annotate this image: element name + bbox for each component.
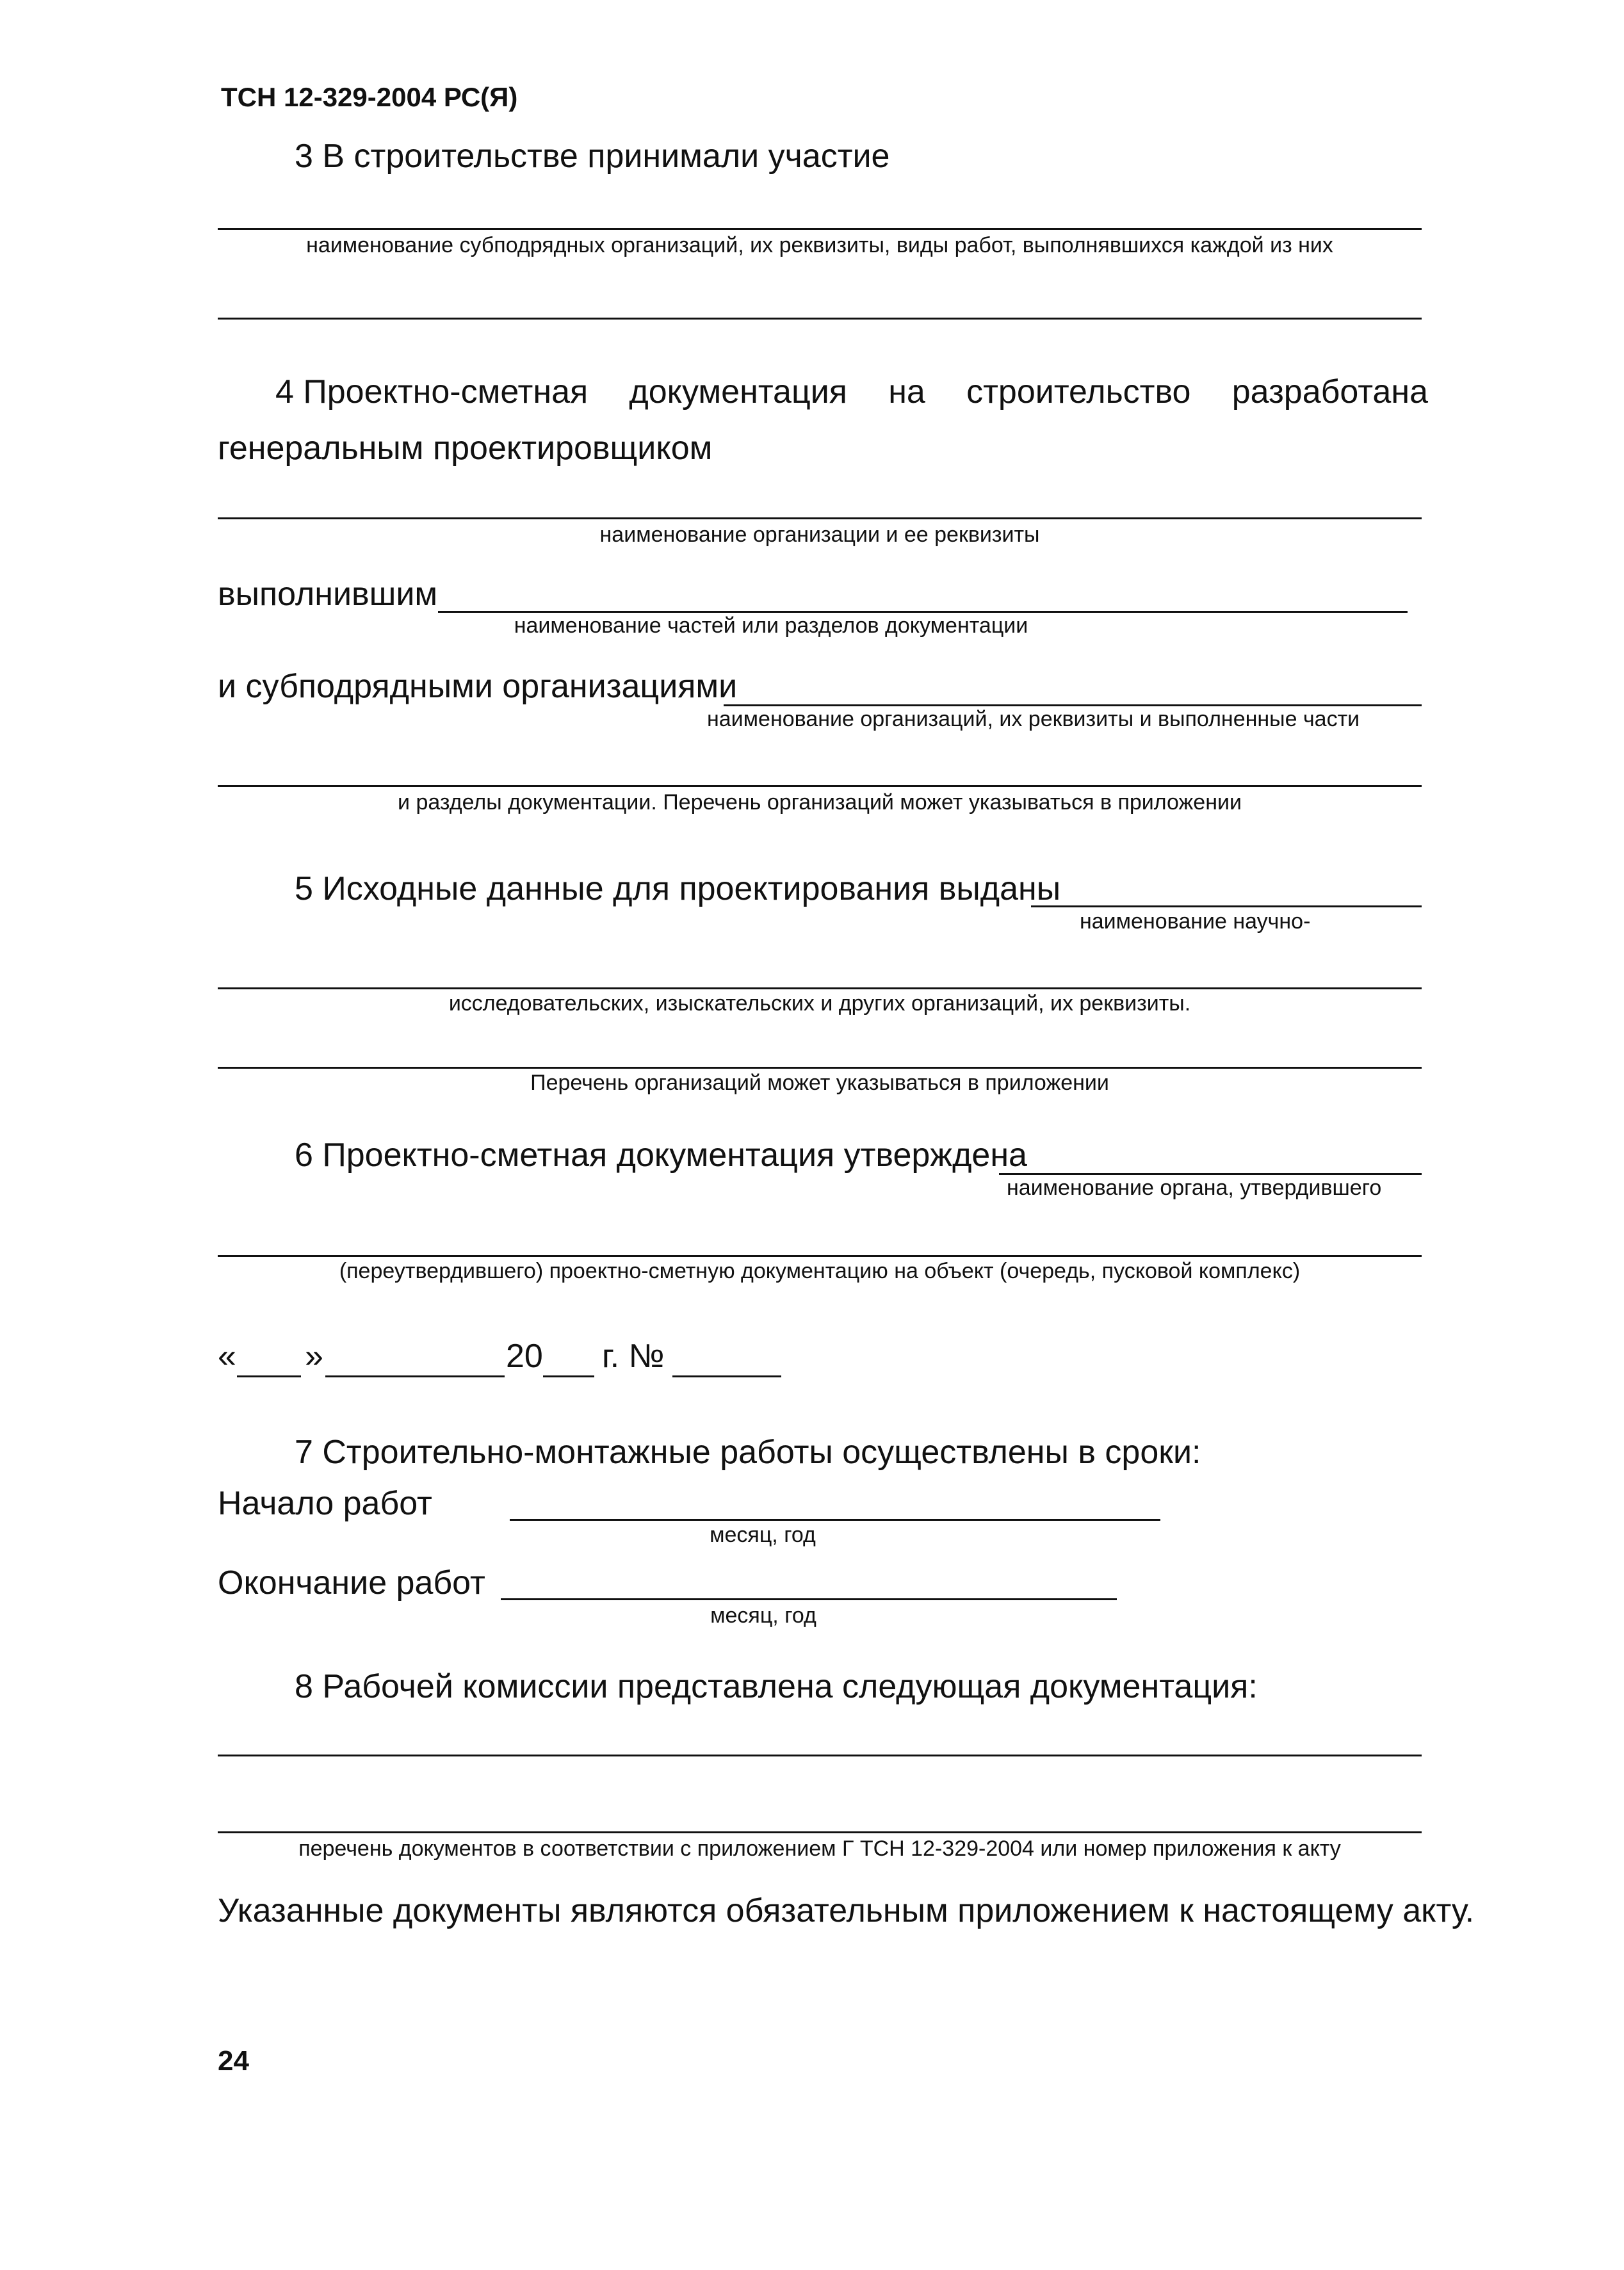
document-code: ТСН 12-329-2004 РС(Я)	[221, 82, 518, 112]
section-5-heading: 5 Исходные данные для проектирования выданы	[295, 870, 1061, 907]
section-4-line-2: генеральным проектировщиком	[218, 430, 713, 467]
source-data-caption-3: Перечень организаций может указываться в приложении	[530, 1071, 1109, 1095]
end-label: Окончание работ	[218, 1564, 485, 1601]
subcontractors-line-1[interactable]	[724, 704, 1422, 706]
section-6-heading: 6 Проектно-сметная документация утверждена	[295, 1137, 1027, 1174]
source-data-line-3[interactable]	[218, 1067, 1422, 1069]
executed-label: выполнившим	[218, 576, 438, 613]
section-8-heading: 8 Рабочей комиссии представлена следующая документация:	[295, 1668, 1258, 1705]
participants-line-1[interactable]	[218, 228, 1422, 230]
source-data-line-2[interactable]	[218, 987, 1422, 989]
section-4-word: 4 Проектно-сметная	[275, 373, 589, 410]
executed-parts-caption: наименование частей или разделов документации	[514, 613, 1028, 638]
participants-caption: наименование субподрядных организаций, их реквизиты, виды работ, выполнявшихся каждой из них	[306, 233, 1333, 257]
subcontractors-label: и субподрядными организациями	[218, 668, 738, 705]
date-year-prefix: 20	[506, 1338, 543, 1375]
source-data-caption-2: исследовательских, изыскательских и других организаций, их реквизиты.	[448, 991, 1191, 1016]
approval-caption-1: наименование органа, утвердившего	[1007, 1176, 1382, 1200]
start-label: Начало работ	[218, 1485, 432, 1522]
date-close-quote: »	[305, 1338, 323, 1375]
section-7-heading: 7 Строительно-монтажные работы осуществлены в сроки:	[295, 1434, 1201, 1471]
approval-line-2[interactable]	[218, 1255, 1422, 1257]
subcontractors-line-2[interactable]	[218, 785, 1422, 787]
start-date-caption: месяц, год	[710, 1523, 816, 1547]
executed-parts-line[interactable]	[438, 611, 1408, 613]
date-year-field[interactable]	[543, 1375, 594, 1377]
documents-line-1[interactable]	[218, 1755, 1422, 1756]
end-date-field[interactable]	[501, 1598, 1117, 1600]
participants-line-2[interactable]	[218, 318, 1422, 320]
sections-caption: и разделы документации. Перечень организаций может указываться в приложении	[398, 790, 1242, 815]
section-4-word: строительство	[966, 373, 1191, 410]
source-data-caption-1: наименование научно-	[1080, 909, 1311, 934]
section-3-heading: 3 В строительстве принимали участие	[295, 138, 890, 175]
documents-note: Указанные документы являются обязательным приложением к настоящему акту.	[218, 1892, 1475, 1929]
page-number: 24	[218, 2045, 249, 2077]
source-data-line-1[interactable]	[1031, 905, 1422, 907]
documents-caption: перечень документов в соответствии с приложением Г ТСН 12-329-2004 или номер приложения к акту	[298, 1836, 1341, 1861]
section-4-heading	[275, 373, 1428, 411]
approval-caption-2: (переутвердившего) проектно-сметную документацию на объект (очередь, пусковой комплекс)	[339, 1259, 1301, 1283]
date-month-field[interactable]	[325, 1375, 505, 1377]
date-day-field[interactable]	[237, 1375, 301, 1377]
start-date-field[interactable]	[510, 1519, 1160, 1521]
section-4-word: разработана	[1231, 373, 1428, 410]
number-label: г. №	[602, 1338, 665, 1375]
section-4-word: документация	[629, 373, 847, 410]
section-4-word: на	[888, 373, 925, 410]
end-date-caption: месяц, год	[710, 1603, 816, 1628]
approval-line-1[interactable]	[999, 1173, 1422, 1175]
number-field[interactable]	[672, 1375, 781, 1377]
date-open-quote: «	[218, 1338, 236, 1375]
general-designer-line[interactable]	[218, 517, 1422, 519]
subcontractors-caption: наименование организаций, их реквизиты и выполненные части	[707, 707, 1360, 731]
general-designer-caption: наименование организации и ее реквизиты	[599, 523, 1040, 547]
documents-line-2[interactable]	[218, 1831, 1422, 1833]
